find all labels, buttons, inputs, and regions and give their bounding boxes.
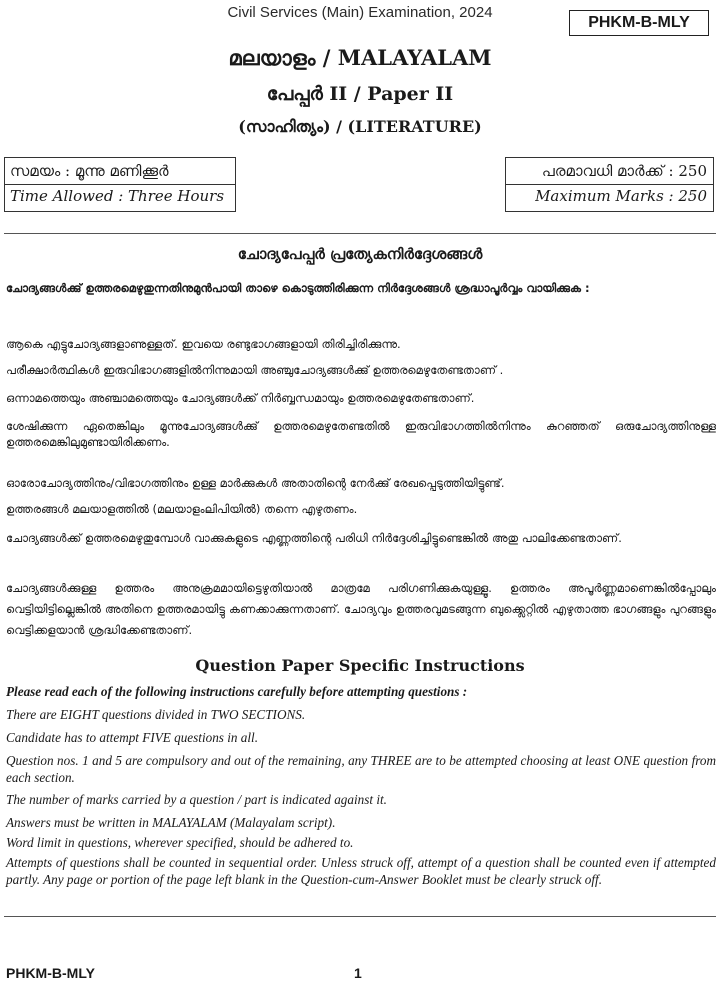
- maximum-marks-box: [505, 157, 714, 212]
- divider-line: [4, 233, 716, 234]
- paper-title: പേപ്പർ II / Paper II: [266, 83, 454, 105]
- ml-instructions-heading: ചോദ്യപേപ്പർ പ്രത്യേകനിർദ്ദേശങ്ങൾ: [237, 245, 483, 263]
- en-instruction-item: Word limit in questions, wherever specified, should be adhered to.: [6, 835, 354, 850]
- ml-instruction-item: ആകെ എട്ടുചോദ്യങ്ങളാണുള്ളത്. ഇവയെ രണ്ടുഭാഗങ്ങളായി തിരിച്ചിരിക്കുന്നു.: [6, 337, 401, 351]
- ml-instruction-item: പരീക്ഷാർത്ഥികൾ ഇരുവിഭാഗങ്ങളിൽനിന്നുമായി അഞ്ചുചോദ്യങ്ങൾക്കു് ഉത്തരമെഴുതേണ്ടതാണ് .: [6, 363, 504, 377]
- time-allowed-ml: സമയം : മൂന്നു മണിക്കൂർ: [10, 162, 169, 180]
- en-instruction-item: Question nos. 1 and 5 are compulsory and out of the remaining, any THREE are to be attempted choosing at least ONE question from each section.: [6, 753, 716, 785]
- ml-instruction-item: ചോദ്യങ്ങൾക്കുള്ള ഉത്തരം അനുക്രമമായിട്ടെഴുതിയാൽ മാത്രമേ പരിഗണിക്കുകയുള്ളൂ. ഉത്തരം അപൂർണ്ണമാണെങ്കിൽപ്പോലും വെട്ടിയിട്ടില്ലെങ്കിൽ അതിനെ ഉത്തരമായിട്ടു കണക്കാക്കുന്നതാണ്. ചോദ്യവും ഉത്തരവുമടങ്ങുന്ന ബുക്ക്ലെറ്റിൽ എഴുതാത്ത ഭാഗങ്ങളും പുറങ്ങളും വെട്ടിക്കളയാൻ ശ്രദ്ധിക്കേണ്ടതാണ്.: [6, 581, 716, 637]
- paper-code-box: PHKM-B-MLY: [569, 10, 709, 36]
- divider-line: [4, 916, 716, 917]
- ml-instruction-item: ശേഷിക്കുന്ന ഏതെങ്കിലും മൂന്നുചോദ്യങ്ങൾക്കു് ഉത്തരമെഴുതേണ്ടതിൽ ഇരുവിഭാഗത്തിൽനിന്നും കുറഞ്ഞത് ഒരുചോദ്യത്തിനുള്ള ഉത്തരമെങ്കിലുമുണ്ടായിരിക്കണം.: [6, 419, 716, 449]
- time-allowed-en: Time Allowed : Three Hours: [10, 187, 225, 205]
- en-instruction-item: Answers must be written in MALAYALAM (Malayalam script).: [6, 815, 336, 830]
- page-number: 1: [354, 965, 362, 981]
- en-instruction-item: The number of marks carried by a question / part is indicated against it.: [6, 792, 387, 807]
- paper-subtitle: (സാഹിത്യം) / (LITERATURE): [238, 117, 482, 136]
- exam-title: Civil Services (Main) Examination, 2024: [227, 4, 493, 21]
- ml-instruction-item: ഒന്നാമത്തെയും അഞ്ചാമത്തെയും ചോദ്യങ്ങൾക്ക് നിർബ്ബന്ധമായും ഉത്തരമെഴുതേണ്ടതാണ്.: [6, 391, 475, 405]
- en-instruction-item: Attempts of questions shall be counted in sequential order. Unless struck off, attempt of a question shall be counted even if attempted partly. Any page or portion of the page left blank in the Question-cum-Answer Booklet must be clearly struck off.: [6, 855, 716, 887]
- ml-instruction-item: ഓരോചോദ്യത്തിനും/വിഭാഗത്തിനും ഉള്ള മാർക്കുകൾ അതാതിന്റെ നേർക്കു് രേഖപ്പെടുത്തിയിട്ടുണ്ട്.: [6, 476, 505, 490]
- en-instruction-item: Please read each of the following instructions carefully before attempting questions :: [6, 684, 468, 699]
- time-allowed-box: [4, 157, 236, 212]
- en-instruction-item: There are EIGHT questions divided in TWO SECTIONS.: [6, 707, 306, 722]
- maximum-marks-ml: പരമാവധി മാർക്ക് : 250: [541, 162, 707, 180]
- ml-instruction-item: ചോദ്യങ്ങൾക്ക് ഉത്തരമെഴുതുമ്പോൾ വാക്കുകളുടെ എണ്ണത്തിന്റെ പരിധി നിർദ്ദേശിച്ചിട്ടുണ്ടെങ്കിൽ അതു പാലിക്കേണ്ടതാണ്.: [6, 531, 622, 545]
- en-instruction-item: Candidate has to attempt FIVE questions in all.: [6, 730, 259, 745]
- box-divider: [5, 184, 235, 185]
- footer-paper-code: PHKM-B-MLY: [6, 965, 95, 981]
- maximum-marks-en: Maximum Marks : 250: [535, 187, 707, 205]
- box-divider: [506, 184, 713, 185]
- ml-instruction-item: ഉത്തരങ്ങൾ മലയാളത്തിൽ (മലയാളംലിപിയിൽ) തന്നെ എഴുതണം.: [6, 502, 358, 516]
- en-instructions-heading: Question Paper Specific Instructions: [195, 656, 525, 675]
- subject-title: മലയാളം / MALAYALAM: [228, 45, 492, 70]
- ml-instruction-item: ചോദ്യങ്ങൾക്കു് ഉത്തരമെഴുതുന്നതിനുമുൻപായി താഴെ കൊടുത്തിരിക്കുന്ന നിർദ്ദേശങ്ങൾ ശ്രദ്ധാപൂർവ്വം വായിക്കുക :: [6, 281, 590, 295]
